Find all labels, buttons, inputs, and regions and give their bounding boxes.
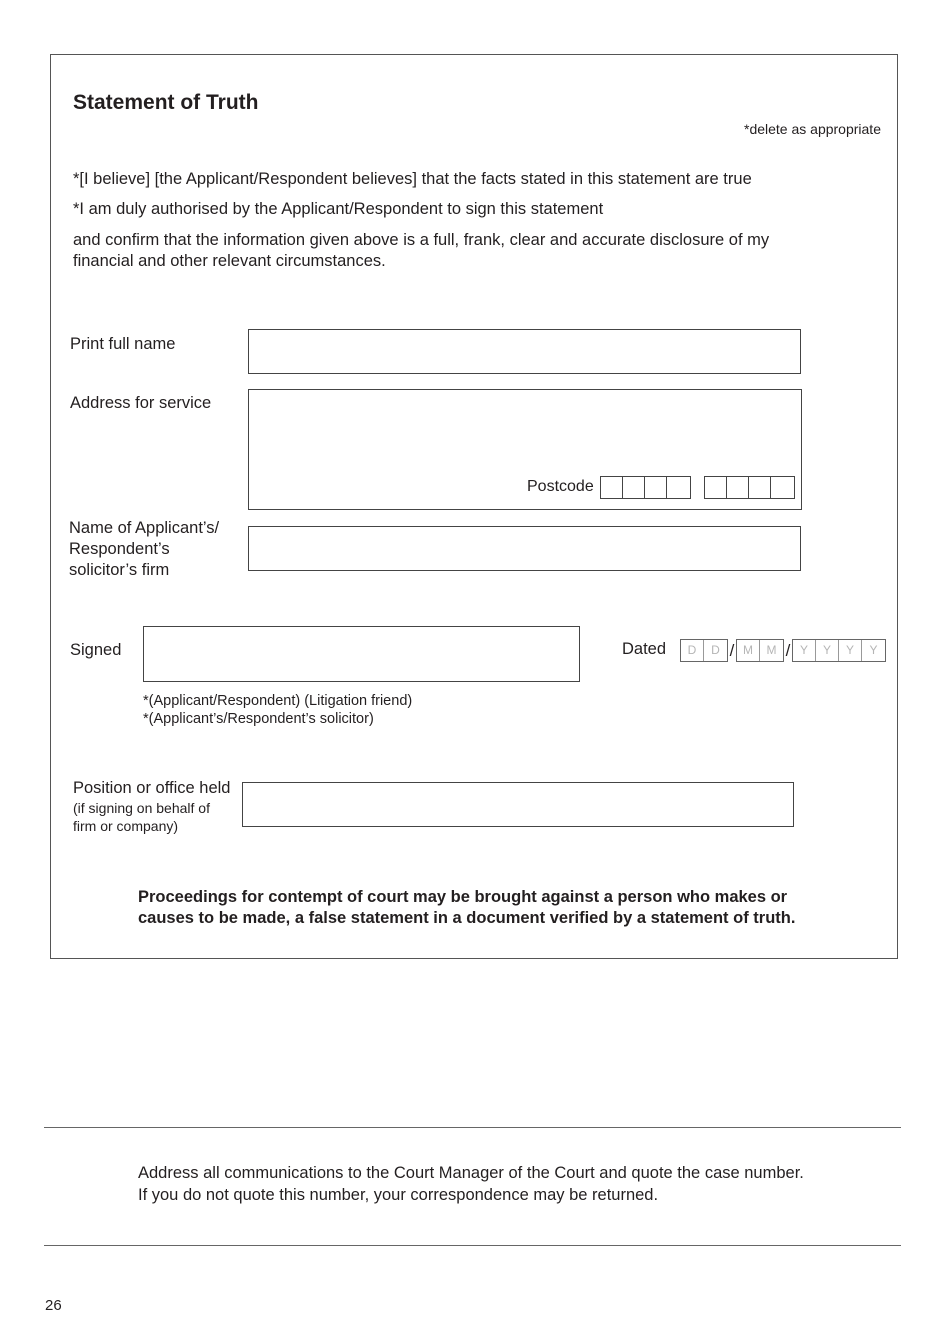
date-month-field[interactable]: M M <box>736 639 784 662</box>
signed-label: Signed <box>70 641 122 659</box>
delete-note: *delete as appropriate <box>744 121 881 137</box>
dated-label: Dated <box>622 640 667 658</box>
signature-field[interactable] <box>143 626 580 682</box>
position-label <box>73 778 230 835</box>
firm-label-line3: solicitor’s firm <box>69 561 170 579</box>
firm-label-line2: Respondent’s <box>69 540 170 558</box>
date-day-field[interactable]: D D <box>680 639 728 662</box>
footer-note <box>138 1162 804 1206</box>
address-label: Address for service <box>70 394 212 412</box>
footer-line2: If you do not quote this number, your correspondence may be returned. <box>138 1186 659 1204</box>
statement-authorised: *I am duly authorised by the Applicant/Respondent to sign this statement <box>73 200 604 218</box>
contempt-warning <box>138 887 878 929</box>
date-field[interactable] <box>680 639 886 662</box>
signed-notes <box>143 692 412 728</box>
statement-confirm <box>73 230 769 272</box>
date-separator: / <box>729 641 735 660</box>
statement-confirm-line2: financial and other relevant circumstances. <box>73 252 386 270</box>
footer-divider-bottom <box>44 1245 901 1246</box>
contempt-warning-line2: causes to be made, a false statement in a document verified by a statement of truth. <box>138 909 796 927</box>
full-name-label: Print full name <box>70 335 176 353</box>
position-label-sub2: firm or company) <box>73 818 179 834</box>
position-field[interactable] <box>242 782 794 827</box>
position-label-main: Position or office held <box>73 779 231 797</box>
statement-confirm-line1: and confirm that the information given above is a full, frank, clear and accurate disclosure of my <box>73 231 770 249</box>
full-name-field[interactable] <box>248 329 801 374</box>
position-label-sub1: (if signing on behalf of <box>73 800 210 816</box>
postcode-inward-field[interactable] <box>704 476 795 499</box>
date-year-field[interactable]: Y Y Y Y <box>792 639 886 662</box>
footer-line1: Address all communications to the Court Manager of the Court and quote the case number. <box>138 1164 804 1182</box>
firm-label <box>69 518 219 581</box>
firm-field[interactable] <box>248 526 801 571</box>
contempt-warning-line1: Proceedings for contempt of court may be brought against a person who makes or <box>138 888 788 906</box>
statement-belief: *[I believe] [the Applicant/Respondent believes] that the facts stated in this statement are true <box>73 170 752 188</box>
firm-label-line1: Name of Applicant’s/ <box>69 519 220 537</box>
page-number: 26 <box>45 1297 62 1314</box>
footer-divider-top <box>44 1127 901 1128</box>
postcode-outward-field[interactable] <box>600 476 691 499</box>
date-separator: / <box>785 641 791 660</box>
signed-note-1: *(Applicant/Respondent) (Litigation friend) <box>143 693 413 709</box>
signed-note-2: *(Applicant’s/Respondent’s solicitor) <box>143 711 374 727</box>
postcode-label: Postcode <box>527 478 594 495</box>
section-title: Statement of Truth <box>73 91 259 114</box>
